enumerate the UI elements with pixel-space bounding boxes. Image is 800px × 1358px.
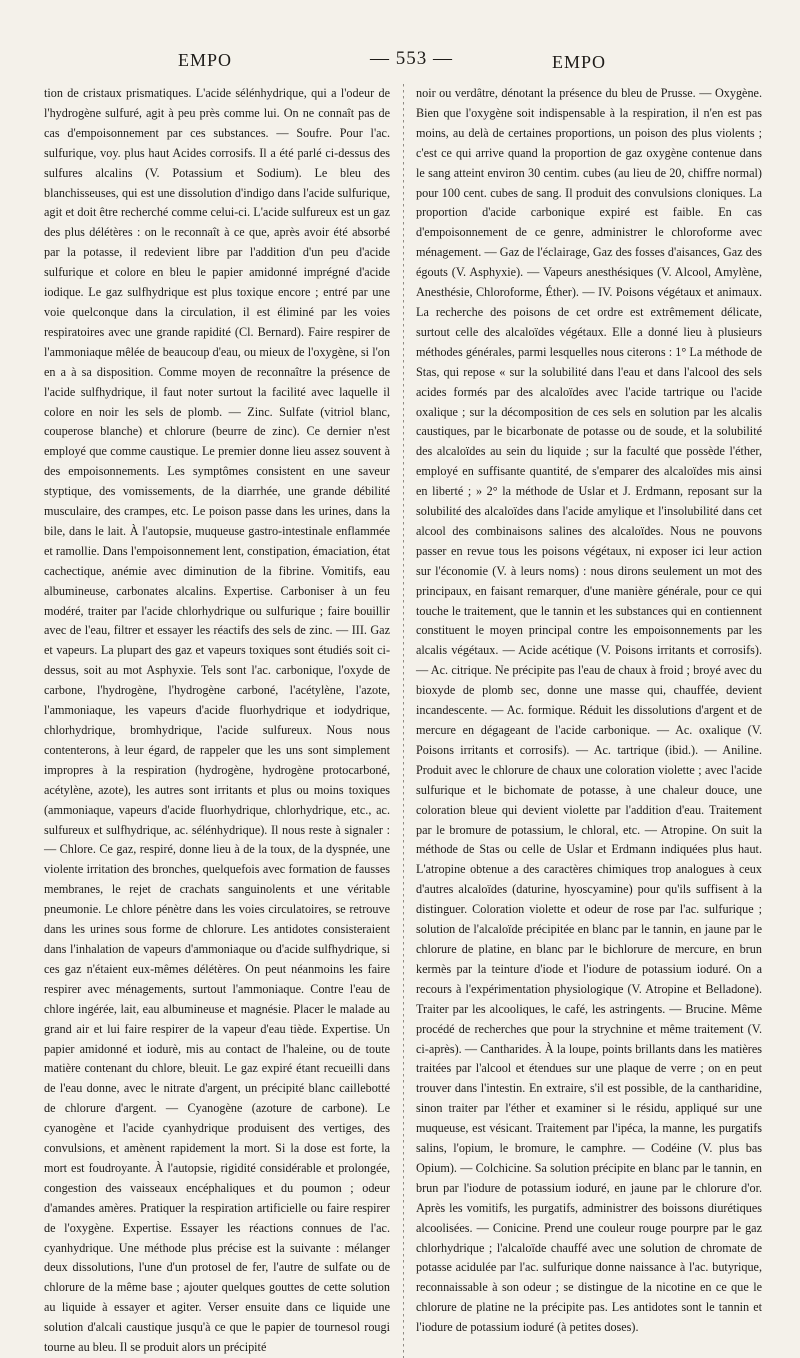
page-number: — 553 — bbox=[370, 48, 453, 69]
running-head-right: EMPO bbox=[552, 52, 607, 72]
left-column-text: tion de cristaux prismatiques. L'acide sélénhydrique, qui a l'odeur de l'hydrogène sulfuré, agit à peu près comme lui. On ne connaît pas de cas d'empoisonnement par ces substances. — Soufre. Pour l'ac. sulfurique, voy. plus haut Acides corrosifs. Il a été parlé ci-dessus des sulfures alcalins (V. Potassium et Sodium). Le bleu des blanchisseuses, qui est une dissolution d'indigo dans l'acide sulfurique, agit et doit être recherché comme celui-ci. L'acide sulfureux est un gaz des plus délétères : on le reconnaît à ce que, après avoir été absorbé par la potasse, il redevient libre par l'addition d'un peu d'acide sulfurique et colore en bleu le papier amidonné imprégné d'acide iodique. Le gaz sulfhydrique est plus toxique encore ; entré par une voie quelconque dans la circulation, il est éliminé par les voies respiratoires avec une grande rapidité (Cl. Bernard). Faire respirer de l'ammoniaque mêlée de beaucoup d'eau, ou mieux de l'oxygène, si l'on en a à sa disposition. Comme moyen de reconnaître la présence de l'acide sulfhydrique, il faut noter surtout la facilité avec laquelle il colore en noir les sels de plomb. — Zinc. Sulfate (vitriol blanc, couperose blanche) et chlorure (beurre de zinc). Ce dernier n'est employé que comme caustique. Le premier donne lieu assez souvent à des empoisonnements. Les symptômes consistent en une saveur styptique, des vomissements, de la diarrhée, une grande débilité musculaire, des crampes, etc. Le poison passe dans les urines, dans la bile, dans le lait. À l'autopsie, muqueuse gastro-intestinale enflammée et ramollie. Dans l'empoisonnement lent, constipation, émaciation, état cachectique, anémie avec diminution de la fibrine. Vomitifs, eau albumineuse, carbonates alcalins. Expertise. Carboniser à un feu modéré, traiter par l'acide chlorhydrique ou sulfurique ; faire bouillir avec de l'eau, filtrer et essayer les réactifs des sels de zinc. — III. Gaz et vapeurs. La plupart des gaz et vapeurs toxiques sont étudiés soit ci-dessus, soit au mot Asphyxie. Tels sont l'ac. carbonique, l'oxyde de carbone, l'hydrogène, l'hydrogène carboné, l'acétylène, l'azote, l'ammoniaque, les vapeurs d'acide fluorhydrique et iodydrique, chlorhydrique, bromhydrique, l'acide sulfureux. Nous nous contenterons, à leur égard, de rappeler que les uns sont simplement impropres à la respiration (hydrogène, hydrogène protocarboné, acétylène, azote), les autres sont irritants et plus ou moins toxiques (ammoniaque, vapeurs d'acide fluorhydrique, chlorhydrique, etc., ac. sulfureux et sulfhydrique, ac. sélénhydrique). Il nous reste à signaler : — Chlore. Ce gaz, respiré, donne lieu à de la toux, de la dyspnée, une violente irritation des bronches, quelquefois avec formation de fausses membranes, le rejet de crachats sanguinolents et une véritable pneumonie. Le chlore pénètre dans les voies circulatoires, se retrouve dans les urines sous forme de chlorure. Les antidotes consisteraient dans l'inhalation de vapeurs d'ammoniaque ou d'acide sulfhydrique, si ces gaz n'étaient eux-mêmes délétères. On peut néanmoins les faire respirer avec ménagements, surtout l'ammoniaque. Contre l'eau de chlore ingérée, lait, eau albumineuse et magnésie. Placer le malade au grand air et lui faire respirer de la vapeur d'eau tiède. Expertise. Un papier amidonné et iodurè, mis au contact de l'haleine, ou de toute matière contenant du chlore, bleuit. Le gaz expiré étant recueilli dans de l'eau donne, avec le nitrate d'argent, un précipité blanc caillebotté de chlorure d'argent. — Cyanogène (azoture de carbone). Le cyanogène et l'acide cyanhydrique produisent des vertiges, des convulsions, et amènent rapidement la mort. Si la dose est forte, la mort est foudroyante. À l'autopsie, rigidité considérable et prolongée, congestion des vaisseaux encéphaliques et du poumon ; odeur d'amandes amères. Pratiquer la respiration artificielle ou faire respirer de l'oxygène. Expertise. Essayer les réactions connues de l'ac. cyanhydrique. Une méthode plus précise est la suivante : mélanger deux dissolutions, l'une d'un protosel de fer, l'autre de sulfate ou de chlorure de la même base ; ajouter quelques gouttes de cette solution au liquide à essayer et agiter. Verser ensuite dans ce liquide une solution d'alcali caustique jusqu'à ce que le papier de tournesol rougi tourne au bleu. Il se produit alors un précipité bbox=[44, 86, 390, 1355]
left-column bbox=[44, 84, 390, 1358]
right-column bbox=[416, 84, 762, 1358]
column-divider bbox=[403, 84, 404, 1358]
running-head-left: EMPO bbox=[178, 50, 233, 70]
text-columns bbox=[44, 84, 762, 1358]
running-head bbox=[44, 44, 762, 84]
right-column-text: noir ou verdâtre, dénotant la présence du bleu de Prusse. — Oxygène. Bien que l'oxygène soit indispensable à la respiration, il n'en est pas moins, au delà de certaines proportions, un poison des plus violents ; c'est ce qui arrive quand la proportion de gaz oxygène contenue dans le sang atteint environ 30 centim. cubes (au lieu de 20, chiffre normal) pour 100 cent. cubes de sang. Il produit des convulsions cloniques. La proportion d'acide carbonique expiré est faible. En cas d'empoisonnement de ce genre, administrer le chloroforme avec ménagement. — Gaz de l'éclairage, Gaz des fosses d'aisances, Gaz des égouts (V. Asphyxie). — Vapeurs anesthésiques (V. Alcool, Amylène, Anesthésie, Chloroforme, Éther). — IV. Poisons végétaux et animaux. La recherche des poisons de cet ordre est extrêmement délicate, surtout celle des alcaloïdes végétaux. Elle a donné lieu à plusieurs méthodes générales, parmi lesquelles nous citerons : 1° La méthode de Stas, qui repose « sur la solubilité dans l'eau et dans l'alcool des sels acides formés par des alcaloïdes avec l'acide tartrique ou l'acide oxalique ; sur la décomposition de ces sels en solution par les alcalis caustiques, par le bicarbonate de potasse ou de soude, et la solubilité des alcaloïdes au sein du liquide ; sur la faculté que possède l'éther, employé en suffisante quantité, de s'emparer des alcaloïdes mis ainsi en liberté ; » 2° la méthode de Uslar et J. Erdmann, reposant sur la solubilité des alcaloïdes dans l'acide amylique et l'insolubilité dans cet alcool des combinaisons salines des alcaloïdes. Nous ne pouvons passer en revue tous les poisons végétaux, ni exposer ici leur action sur l'économie (V. à leurs noms) : nous dirons seulement un mot des principaux, en faisant remarquer, d'une manière générale, pour ce qui touche le traitement, que le tannin et les substances qui en contiennent constituent le moyen principal contre les empoisonnements par les alcalis végétaux. — Acide acétique (V. Poisons irritants et corrosifs). — Ac. citrique. Ne précipite pas l'eau de chaux à froid ; broyé avec du bioxyde de plomb sec, donne une masse qui, chauffée, devient incandescente. — Ac. formique. Réduit les dissolutions d'argent et de mercure en dégageant de l'acide carbonique. — Ac. oxalique (V. Poisons irritants et corrosifs). — Ac. tartrique (ibid.). — Aniline. Produit avec le chlorure de chaux une coloration violette ; avec l'acide sulfurique et le bichomate de potasse, à une chaleur douce, une coloration bleue qui devient violette par l'addition d'eau. Traitement par le bromure de potassium, le chloral, etc. — Atropine. On suit la méthode de Stas ou celle de Uslar et Erdmann indiquées plus haut. L'atropine obtenue a des caractères chimiques trop analogues à ceux d'autres alcaloïdes (daturine, hyoscyamine) pour qu'ils suffisent à la distinguer. Coloration violette et odeur de rose par l'ac. sulfurique ; solution de l'alcaloïde précipitée en blanc par le tannin, en jaune par le chlorure de platine, en blanc par le bichlorure de mercure, en brun kermès par la teinture d'iode et l'iodure de potassium ioduré. On a recours à l'expérimentation physiologique (V. Atropine et Belladone). Traiter par les alcooliques, le café, les astringents. — Brucine. Même procédé de recherches que pour la strychnine et même traitement (V. ci-après). — Cantharides. À la loupe, points brillants dans les matières traitées par l'alcool et étendues sur une plaque de verre ; on en peut trouver dans l'intestin. En extraire, s'il est possible, de la cantharidine, sinon traiter par l'éther et examiner si le résidu, appliqué sur une muqueuse, est vésicant. Traitement par l'ipéca, la manne, les purgatifs salins, l'opium, le bromure, le camphre. — Codéine (V. plus bas Opium). — Colchicine. Sa solution précipite en blanc par le tannin, en brun par l'iodure de potassium ioduré, en jaune par le chlorure d'or. Après les vomitifs, les purgatifs, administrer des boissons diurétiques alcoolisées. — Conicine. Prend une couleur rouge pourpre par le gaz chlorhydrique ; l'alcaloïde chauffé avec une solution de chromate de potasse acidulée par l'ac. sulfurique donne naissance à l'ac. butyrique, reconnaissable à son odeur ; se distingue de la nicotine en ce que le chlorure de platine ne la précipite pas. Les antidotes sont le tannin et l'iodure de potassium ioduré (à petites doses). bbox=[416, 86, 762, 1335]
